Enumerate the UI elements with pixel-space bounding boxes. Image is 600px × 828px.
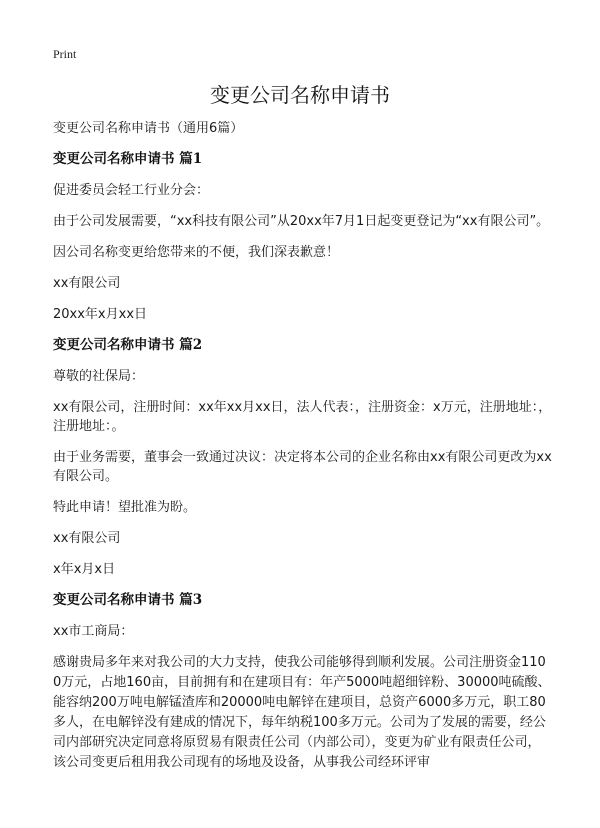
salutation-3: xx市工商局： — [53, 624, 134, 639]
paragraph-2-2: 由于业务需要，董事会一致通过决议：决定将本公司的企业名称由xx有限公司更改为xx有限公司。 — [53, 450, 552, 484]
paragraph-2-1: xx有限公司，注册时间：xx年xx月xx日，法人代表：，注册资金：x万元，注册地址：，注册地址：。 — [53, 400, 552, 434]
signature-2: xx有限公司 — [53, 531, 121, 546]
section-heading-3: 变更公司名称申请书 篇3 — [53, 592, 203, 608]
salutation-1: 促进委员会轻工行业分会： — [53, 183, 210, 198]
paragraph-1-1: 由于公司发展需要，“xx科技有限公司”从20xx年7月1日起变更登记为“xx有限公司”。 — [53, 214, 550, 229]
section-heading-2: 变更公司名称申请书 篇2 — [53, 337, 203, 353]
paragraph-3-1: 感谢贵局多年来对我公司的大力支持，使我公司能够得到顺利发展。公司注册资金1100万元，占地160亩，目前拥有和在建项目有：年产5000吨超细锌粉、30000吨硫酸、能容纳200万吨电解锰渣库和20000吨电解锌在建项目，总资产6000多万元，职工80多人，在电解锌没有建成的情况下，每年纳税100多万元。公司为了发展的需要，经公司内部研究决定同意将原贸易有限责任公司（内部公司），变更为矿业有限责任公司，该公司变更后租用我公司现有的场地及设备，从事我公司经环评审 — [53, 655, 551, 770]
salutation-2: 尊敬的社保局： — [53, 369, 145, 384]
document-body — [53, 119, 553, 773]
date-1: 20xx年x月xx日 — [53, 307, 148, 322]
intro-line: 变更公司名称申请书（通用6篇） — [53, 121, 244, 136]
page-title: 变更公司名称申请书 — [210, 83, 390, 107]
print-label: Print — [53, 47, 77, 61]
section-heading-1: 变更公司名称申请书 篇1 — [53, 151, 203, 167]
signature-1: xx有限公司 — [53, 276, 121, 291]
date-2: x年x月x日 — [53, 562, 116, 577]
paragraph-2-3: 特此申请！望批准为盼。 — [53, 500, 197, 515]
paragraph-1-2: 因公司名称变更给您带来的不便，我们深表歉意！ — [53, 245, 340, 260]
